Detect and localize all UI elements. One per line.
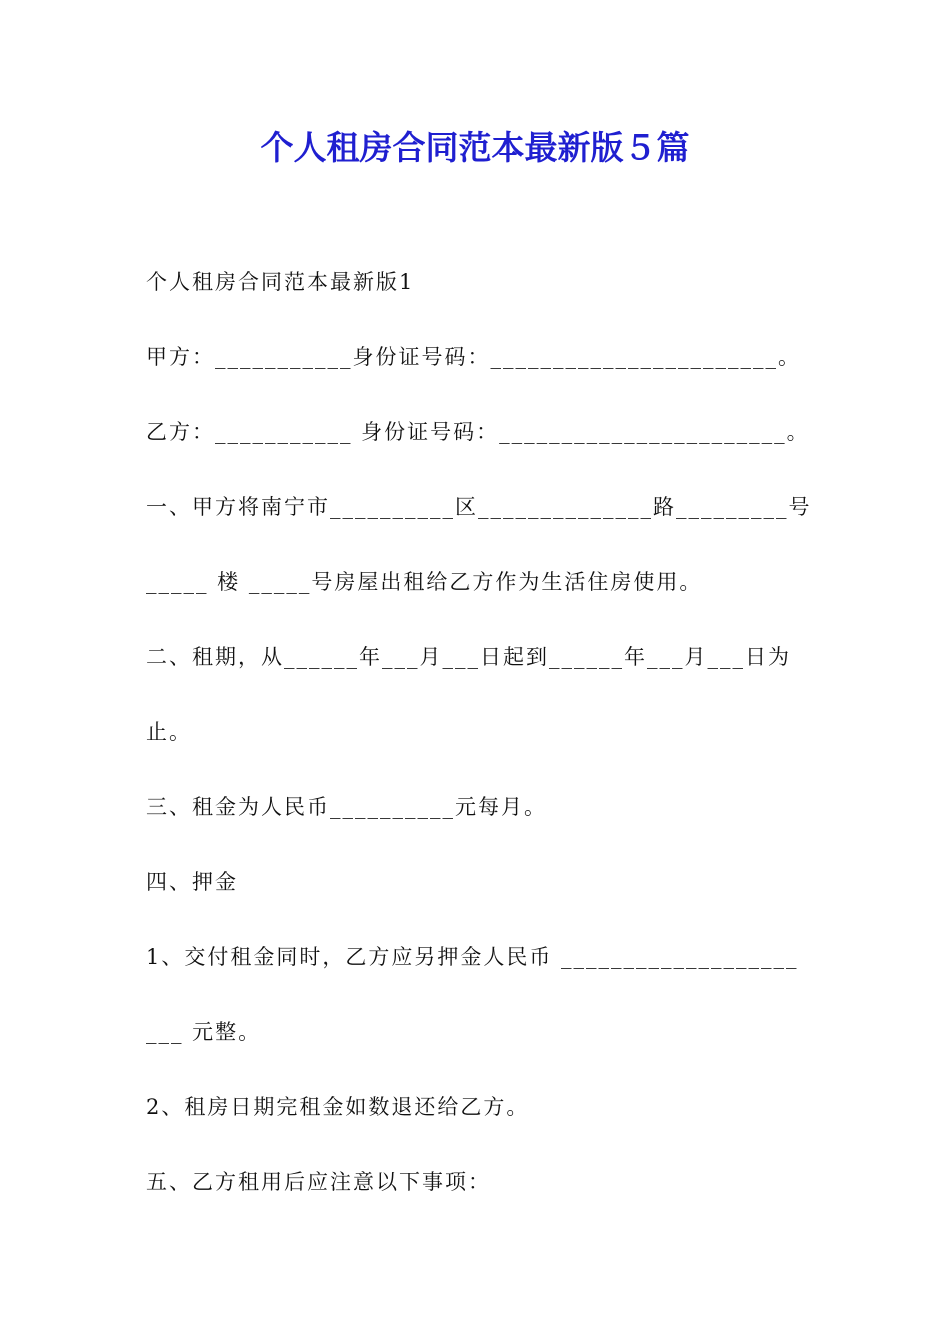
clause-4-item-1-line-1: 1、交付租金同时，乙方应另押金人民币 ___________________ (146, 945, 799, 969)
clause-4-item-1-line-2: ___ 元整。 (146, 1020, 262, 1044)
clause-5-heading: 五、乙方租用后应注意以下事项： (146, 1170, 491, 1194)
clause-2-line-2: 止。 (146, 720, 192, 744)
document-title: 个人租房合同范本最新版５篇 (260, 128, 690, 167)
contract-heading: 个人租房合同范本最新版1 (146, 270, 415, 294)
clause-1-line-2: _____ 楼 _____号房屋出租给乙方作为生活住房使用。 (146, 570, 703, 594)
party-a-line: 甲方：___________身份证号码：_______________________。 (146, 345, 801, 369)
party-b-line: 乙方：___________ 身份证号码：_______________________。 (146, 420, 810, 444)
clause-2-line-1: 二、租期，从______年___月___日起到______年___月___日为 (146, 645, 791, 669)
clause-4-item-2: 2、租房日期完租金如数退还给乙方。 (146, 1095, 530, 1119)
clause-3-line: 三、租金为人民币__________元每月。 (146, 795, 547, 819)
clause-4-heading: 四、押金 (146, 870, 238, 894)
clause-1-line-1: 一、甲方将南宁市__________区______________路_________号 (146, 495, 812, 519)
